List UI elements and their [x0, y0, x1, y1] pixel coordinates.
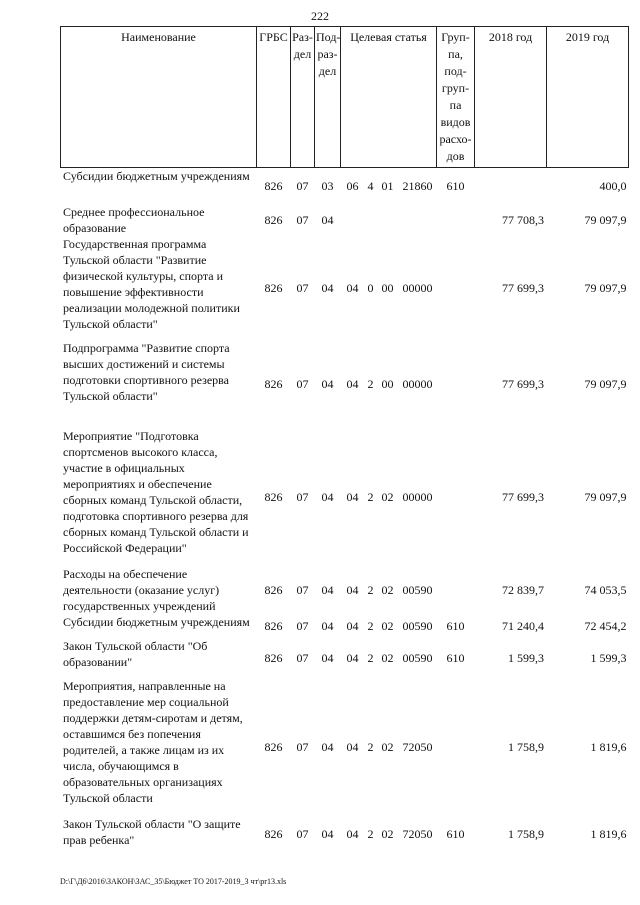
cell-t2: 4: [367, 178, 374, 193]
cell-y2018: 77 699,3: [502, 280, 545, 295]
cell-y2018: 71 240,4: [502, 618, 545, 633]
cell-t4: 72050: [402, 826, 433, 841]
cell-y2019: 400,0: [599, 178, 627, 193]
cell-t1: 04: [346, 650, 359, 665]
cell-name: Мероприятие "Подготовка спортсменов высокого класса, участие в официальных мероприятиях и обеспечение сборных команд Тульской области, подготовка спортивного резерва для сборных команд Тульской области и Российской Федерации": [63, 428, 249, 555]
header-subsection: Под-раз-дел: [315, 27, 341, 168]
cell-rz: 07: [296, 178, 309, 193]
cell-vr: 610: [446, 178, 465, 193]
cell-t3: 02: [381, 739, 394, 754]
cell-grbs: 826: [264, 618, 283, 633]
cell-t1: 04: [346, 489, 359, 504]
cell-t4: 00000: [402, 376, 433, 391]
cell-t2: 2: [367, 826, 374, 841]
cell-rz: 07: [296, 489, 309, 504]
cell-t3: 00: [381, 280, 394, 295]
cell-t1: 04: [346, 376, 359, 391]
file-path: D:\Г\Д6\2016\ЗАКОН\ЗАС_35\Бюджет ТО 2017-2019_3 чт\pr13.xls: [60, 877, 287, 886]
table-row: [61, 428, 629, 566]
cell-t1: 04: [346, 739, 359, 754]
cell-pr: 04: [321, 618, 334, 633]
cell-t3: 02: [381, 826, 394, 841]
cell-t1: 04: [346, 826, 359, 841]
cell-y2018: 77 699,3: [502, 376, 545, 391]
table-row: [61, 678, 629, 816]
cell-t4: 21860: [402, 178, 433, 193]
cell-rz: 07: [296, 739, 309, 754]
cell-grbs: 826: [264, 826, 283, 841]
cell-y2019: 79 097,9: [584, 280, 627, 295]
header-target: Целевая статья: [341, 27, 437, 168]
header-name: Наименование: [61, 27, 257, 168]
cell-t2: 2: [367, 489, 374, 504]
table-row: [61, 614, 629, 638]
cell-rz: 07: [296, 212, 309, 227]
table-row: [61, 340, 629, 428]
cell-t3: 02: [381, 618, 394, 633]
cell-name: Субсидии бюджетным учреждениям: [63, 169, 250, 183]
cell-t4: 72050: [402, 739, 433, 754]
table-row: [61, 236, 629, 340]
cell-pr: 04: [321, 826, 334, 841]
cell-t3: 02: [381, 582, 394, 597]
cell-t2: 2: [367, 376, 374, 391]
cell-t1: 06: [346, 178, 359, 193]
cell-t1: 04: [346, 280, 359, 295]
cell-name: Государственная программа Тульской области "Развитие физической культуры, спорта и повышение эффективности реализации молодежной политики Тульской области": [63, 236, 240, 331]
page-number: 222: [311, 9, 329, 23]
header-row: [61, 27, 629, 168]
cell-grbs: 826: [264, 376, 283, 391]
cell-t4: 00000: [402, 489, 433, 504]
cell-t3: [377, 204, 399, 236]
cell-t4: 00000: [402, 280, 433, 295]
cell-grbs: 826: [264, 178, 283, 193]
cell-name: Среднее профессиональное образование: [63, 204, 205, 235]
cell-y2019: 1 819,6: [590, 826, 627, 841]
cell-vr: [437, 566, 475, 614]
header-2019: 2019 год: [547, 27, 629, 168]
table-row: [61, 566, 629, 614]
cell-y2018: 72 839,7: [502, 582, 545, 597]
cell-t4: 00590: [402, 650, 433, 665]
cell-y2019: 1 819,6: [590, 739, 627, 754]
cell-vr: 610: [446, 650, 465, 665]
cell-t2: 0: [367, 280, 374, 295]
cell-t3: 02: [381, 489, 394, 504]
table-row: [61, 638, 629, 678]
cell-grbs: 826: [264, 739, 283, 754]
cell-rz: 07: [296, 280, 309, 295]
cell-t1: 04: [346, 618, 359, 633]
cell-vr: [437, 428, 475, 566]
cell-t2: [365, 204, 377, 236]
table-row: [61, 168, 629, 204]
cell-vr: [437, 236, 475, 340]
cell-rz: 07: [296, 826, 309, 841]
table-row: [61, 204, 629, 236]
cell-y2018: 1 599,3: [508, 650, 545, 665]
cell-grbs: 826: [264, 212, 283, 227]
cell-grbs: 826: [264, 582, 283, 597]
cell-rz: 07: [296, 650, 309, 665]
cell-t2: 2: [367, 618, 374, 633]
cell-y2019: 74 053,5: [584, 582, 627, 597]
header-grbs: ГРБС: [257, 27, 291, 168]
cell-t4: 00590: [402, 618, 433, 633]
cell-name: Закон Тульской области "О защите прав ребенка": [63, 816, 241, 847]
cell-t4: 00590: [402, 582, 433, 597]
budget-table: [60, 26, 629, 852]
cell-pr: 04: [321, 489, 334, 504]
cell-y2019: 79 097,9: [584, 376, 627, 391]
cell-name: Субсидии бюджетным учреждениям: [63, 614, 250, 629]
cell-vr: 610: [446, 618, 465, 633]
cell-y2018: [475, 168, 547, 204]
cell-y2018: 1 758,9: [508, 826, 545, 841]
cell-t4: [399, 204, 437, 236]
cell-pr: 04: [321, 376, 334, 391]
cell-rz: 07: [296, 376, 309, 391]
cell-t3: 00: [381, 376, 394, 391]
cell-y2019: 79 097,9: [584, 212, 627, 227]
cell-pr: 04: [321, 650, 334, 665]
cell-t1: [341, 204, 365, 236]
cell-pr: 03: [321, 178, 334, 193]
cell-t3: 01: [381, 178, 394, 193]
cell-rz: 07: [296, 582, 309, 597]
cell-y2019: 72 454,2: [584, 618, 627, 633]
cell-t1: 04: [346, 582, 359, 597]
header-2018: 2018 год: [475, 27, 547, 168]
cell-grbs: 826: [264, 280, 283, 295]
cell-y2018: 77 708,3: [502, 212, 545, 227]
cell-vr: [437, 340, 475, 428]
cell-name: Закон Тульской области "Об образовании": [63, 638, 208, 669]
cell-grbs: 826: [264, 650, 283, 665]
cell-y2019: 1 599,3: [590, 650, 627, 665]
cell-rz: 07: [296, 618, 309, 633]
cell-t2: 2: [367, 582, 374, 597]
header-section: Раз-дел: [291, 27, 315, 168]
cell-vr: 610: [446, 826, 465, 841]
cell-name: Подпрограмма "Развитие спорта высших достижений и системы подготовки спортивного резерва Тульской области": [63, 340, 230, 403]
cell-pr: 04: [321, 212, 334, 227]
cell-y2018: 1 758,9: [508, 739, 545, 754]
cell-pr: 04: [321, 582, 334, 597]
cell-vr: [437, 204, 475, 236]
cell-t2: 2: [367, 739, 374, 754]
cell-grbs: 826: [264, 489, 283, 504]
cell-pr: 04: [321, 280, 334, 295]
cell-name: Мероприятия, направленные на предоставление мер социальной поддержки детям-сиротам и детям, оставшимся без попечения родителей, а также лицам из их числа, обучающимся в образовательных организациях Тульской области: [63, 678, 243, 805]
cell-t2: 2: [367, 650, 374, 665]
cell-vr: [437, 678, 475, 816]
header-group: Груп-па, под-груп-па видов расхо-дов: [437, 27, 475, 168]
cell-name: Расходы на обеспечение деятельности (оказание услуг) государственных учреждений: [63, 566, 220, 613]
cell-pr: 04: [321, 739, 334, 754]
cell-y2019: 79 097,9: [584, 489, 627, 504]
cell-y2018: 77 699,3: [502, 489, 545, 504]
cell-t3: 02: [381, 650, 394, 665]
table-row: [61, 816, 629, 852]
